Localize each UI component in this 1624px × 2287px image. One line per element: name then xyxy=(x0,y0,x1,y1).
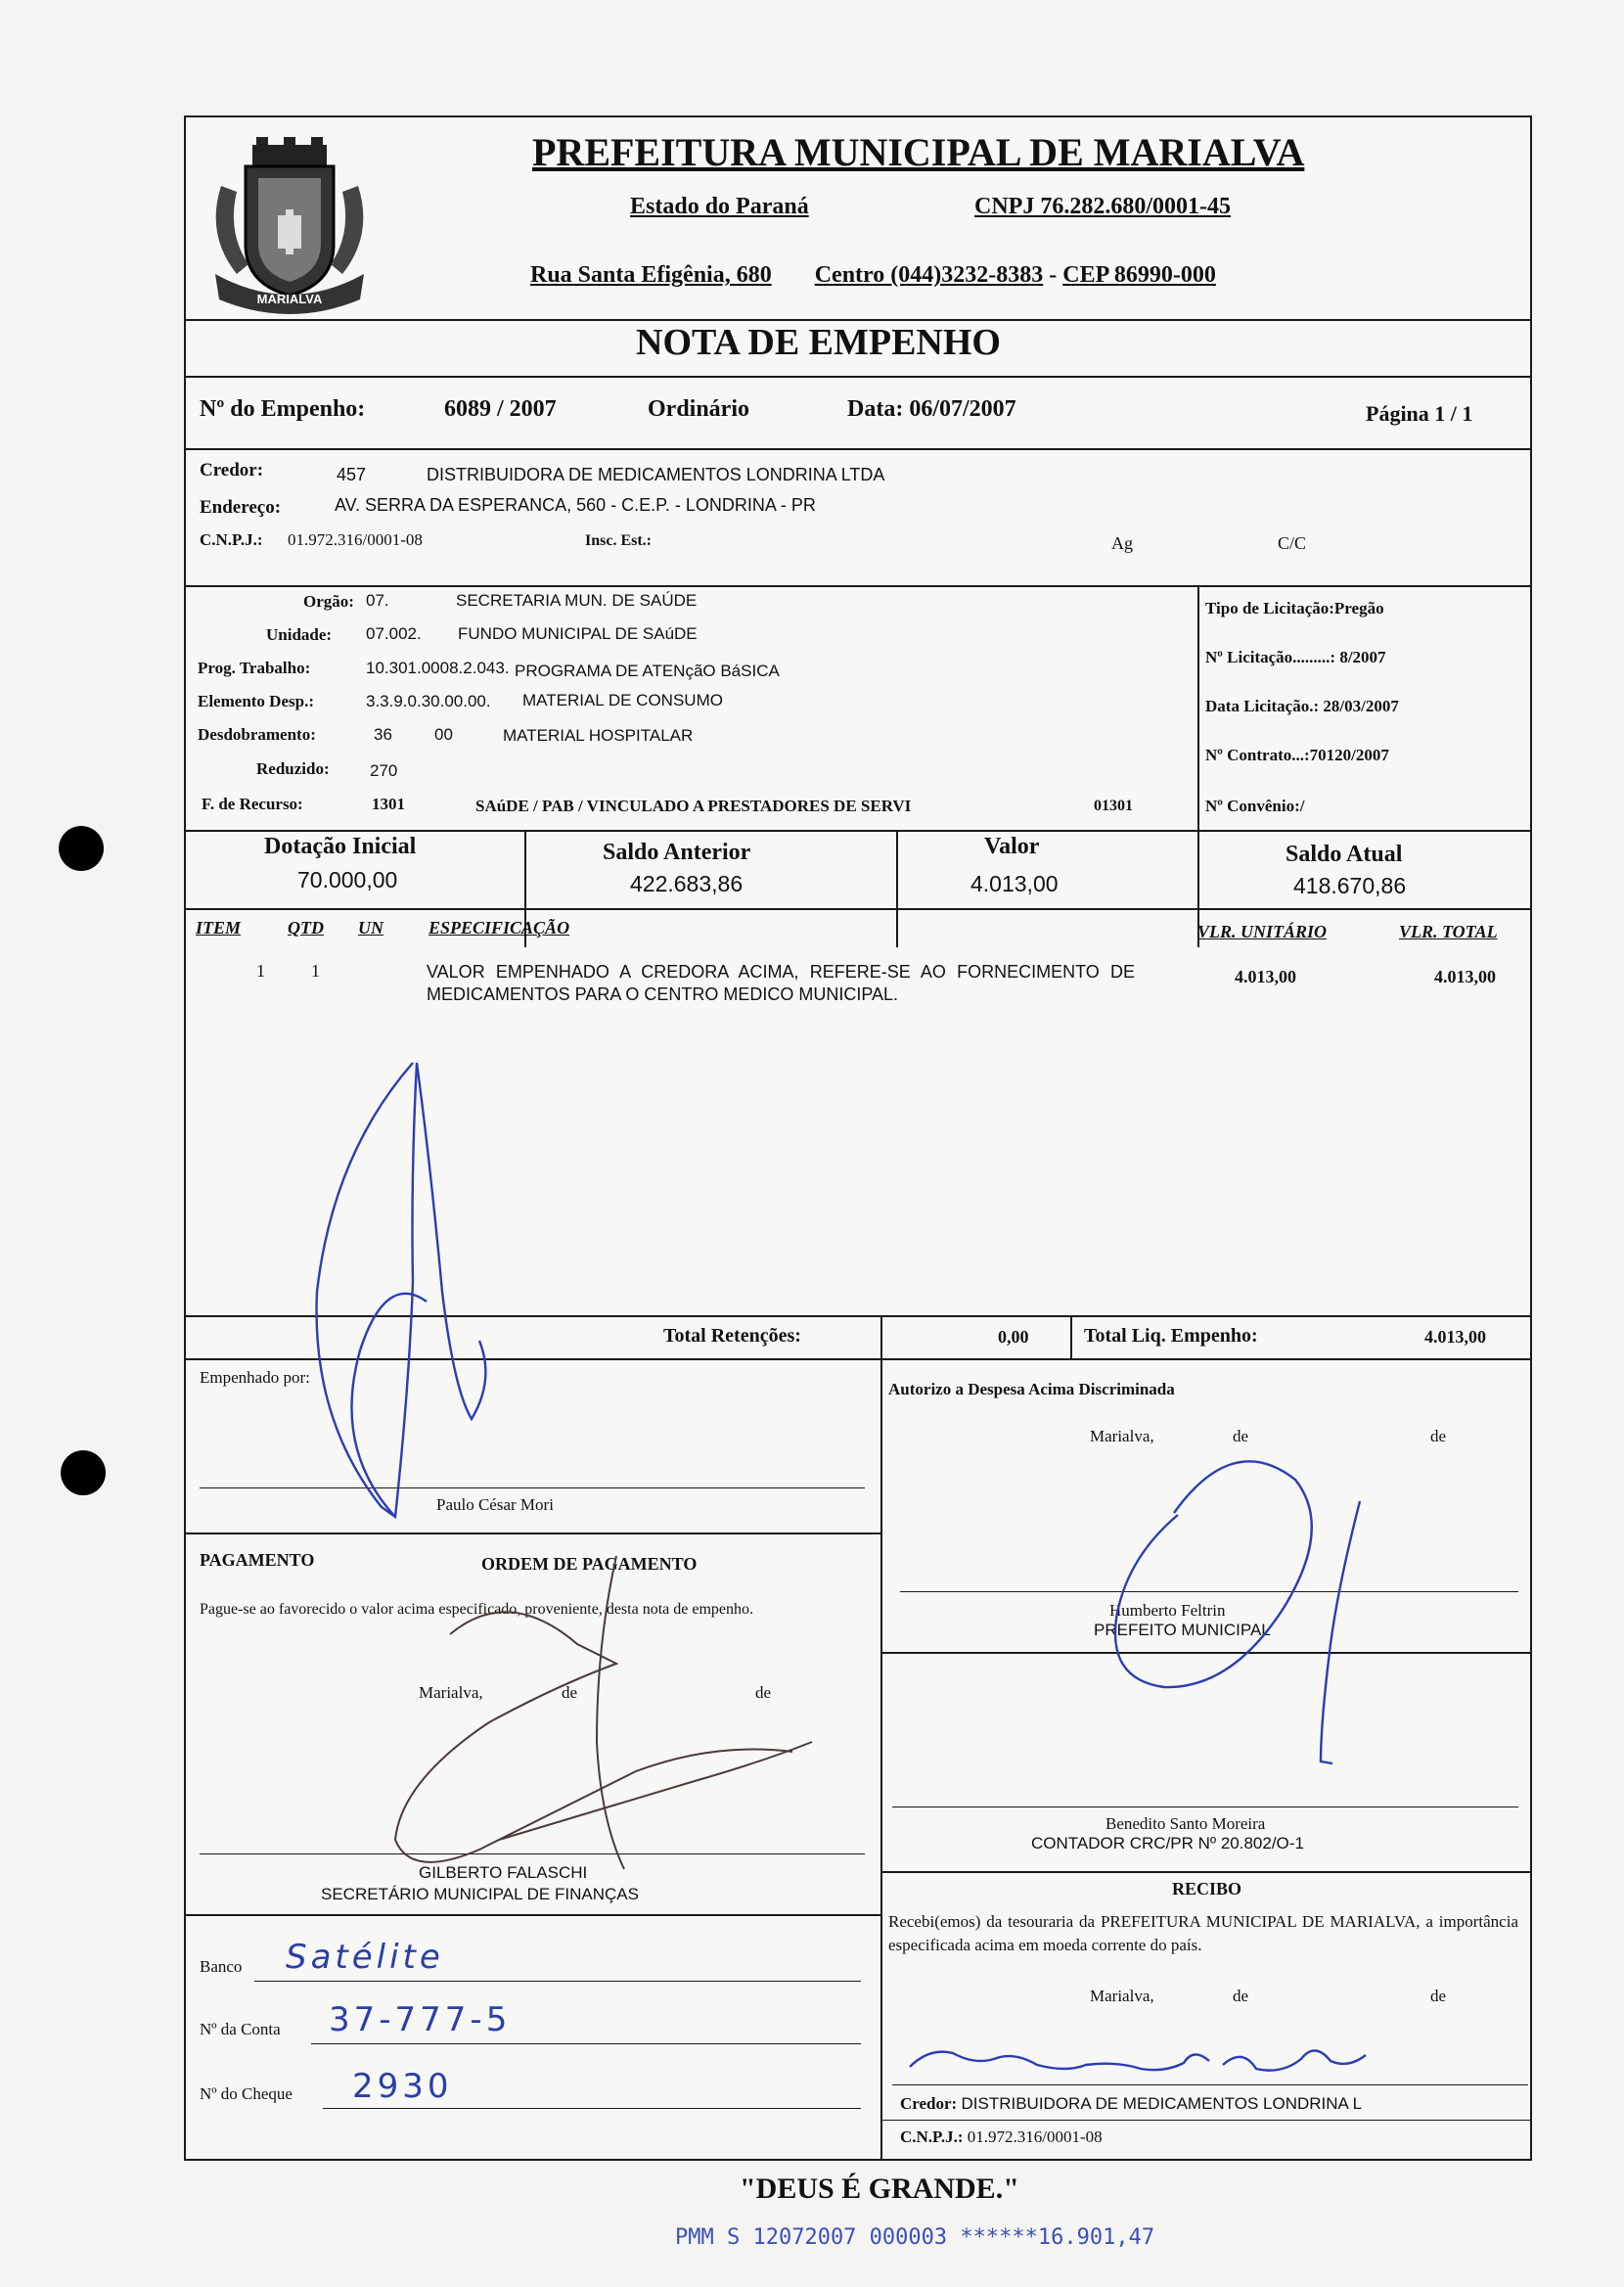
district-phone: Centro (044)3232-8383 xyxy=(814,262,1044,288)
desdobramento-code: 36 xyxy=(374,725,392,744)
prefeito-signature xyxy=(1115,1461,1312,1687)
saldo-atual-value: 418.670,86 xyxy=(1293,873,1407,898)
credor-code: 457 xyxy=(337,465,367,484)
valor-value: 4.013,00 xyxy=(970,871,1059,896)
saldo-anterior-label: Saldo Anterior xyxy=(603,840,751,865)
recibo-de-2: de xyxy=(1430,1987,1447,2005)
conta-value: 37-777-5 xyxy=(329,2000,512,2039)
footer-stamp: PMM S 12072007 000003 ******16.901,47 xyxy=(675,2225,1155,2250)
payment-de-2: de xyxy=(755,1683,772,1702)
empenho-type: Ordinário xyxy=(648,396,750,422)
recibo-de-1: de xyxy=(1233,1987,1249,2005)
recibo-text: Recebi(emos) da tesouraria da PREFEITURA MUNICIPAL DE MARIALVA, a importância especificada acima em moeda corrente do país. xyxy=(888,1912,1518,1954)
punch-hole-top xyxy=(59,826,104,871)
recibo-title: RECIBO xyxy=(1172,1879,1242,1898)
empenhado-signature xyxy=(317,1063,486,1517)
cheque-value: 2930 xyxy=(352,2067,453,2106)
autorizo-text: Autorizo a Despesa Acima Discriminada xyxy=(888,1380,1175,1398)
cep: CEP 86990-000 xyxy=(1062,262,1216,288)
col-un: UN xyxy=(358,918,383,938)
empenho-date: Data: 06/07/2007 xyxy=(847,396,1016,422)
insc-est-label: Insc. Est.: xyxy=(585,532,653,549)
credor-name: DISTRIBUIDORA DE MEDICAMENTOS LONDRINA LTDA xyxy=(427,465,885,484)
total-retencoes-value: 0,00 xyxy=(998,1327,1029,1347)
numero-contrato: Nº Contrato...:70120/2007 xyxy=(1205,746,1389,764)
numero-convenio: Nº Convênio:/ xyxy=(1205,797,1305,815)
footer-motto: "DEUS É GRANDE." xyxy=(740,2173,1019,2205)
page-indicator: Página 1 / 1 xyxy=(1366,401,1473,426)
elemento-name: MATERIAL DE CONSUMO xyxy=(522,691,723,709)
recibo-marialva: Marialva, xyxy=(1090,1987,1154,2005)
ordem-signature-stroke xyxy=(597,1556,624,1869)
contador-title: CONTADOR CRC/PR Nº 20.802/O-1 xyxy=(1031,1834,1304,1852)
coat-of-arms-ribbon: MARIALVA xyxy=(256,292,323,306)
col-item: ITEM xyxy=(196,918,242,938)
total-liquido-label: Total Liq. Empenho: xyxy=(1084,1325,1258,1347)
cc-label: C/C xyxy=(1278,533,1307,553)
recurso-code: 1301 xyxy=(372,795,405,813)
credor-cnpj: 01.972.316/0001-08 xyxy=(288,530,423,549)
col-especificacao: ESPECIFICAÇÃO xyxy=(429,918,570,938)
recibo-signature xyxy=(910,2052,1209,2071)
autorizo-de-2: de xyxy=(1430,1427,1447,1445)
ordem-signature-flourish xyxy=(499,1742,812,1840)
pague-se-text: Pague-se ao favorecido o valor acima especificado, proveniente, desta nota de empenho. xyxy=(200,1601,753,1618)
prog-trabalho-label: Prog. Trabalho: xyxy=(198,659,311,677)
desdobramento-label: Desdobramento: xyxy=(198,725,316,744)
recurso-label: F. de Recurso: xyxy=(202,795,303,813)
prog-trabalho-code: 10.301.0008.2.043. xyxy=(366,659,510,677)
document-title: NOTA DE EMPENHO xyxy=(636,322,1001,363)
tipo-licitacao: Tipo de Licitação:Pregão xyxy=(1205,599,1384,617)
orgao-label: Orgão: xyxy=(303,592,354,611)
col-vlr-total: VLR. TOTAL xyxy=(1399,922,1498,941)
row-qtd: 1 xyxy=(311,961,320,981)
reduzido-label: Reduzido: xyxy=(256,759,330,778)
conta-label: Nº da Conta xyxy=(200,2020,281,2038)
prog-trabalho-name: PROGRAMA DE ATENçãO BáSICA xyxy=(515,662,780,680)
data-licitacao: Data Licitação.: 28/03/2007 xyxy=(1205,697,1399,715)
orgao-code: 07. xyxy=(366,591,389,610)
autorizo-marialva: Marialva, xyxy=(1090,1427,1154,1445)
row-item: 1 xyxy=(256,961,265,981)
secretario-name: GILBERTO FALASCHI xyxy=(419,1863,588,1882)
autorizo-de-1: de xyxy=(1233,1427,1249,1445)
recibo-signature-2 xyxy=(1223,2050,1366,2070)
contador-name: Benedito Santo Moreira xyxy=(1105,1814,1266,1833)
unidade-code: 07.002. xyxy=(366,624,422,643)
row-vlr-unitario: 4.013,00 xyxy=(1235,967,1296,986)
dotacao-inicial-label: Dotação Inicial xyxy=(264,834,417,859)
cnpj-header: CNPJ 76.282.680/0001-45 xyxy=(974,194,1231,219)
payment-de-1: de xyxy=(562,1683,578,1702)
recibo-cnpj-value: 01.972.316/0001-08 xyxy=(967,2127,1103,2146)
saldo-anterior-value: 422.683,86 xyxy=(630,871,744,896)
recurso-number: 01301 xyxy=(1094,798,1133,814)
endereco-label: Endereço: xyxy=(200,497,282,518)
cnpj-label: C.N.P.J.: xyxy=(200,530,263,549)
total-retencoes-label: Total Retenções: xyxy=(663,1325,801,1347)
recibo-cnpj-label: C.N.P.J.: xyxy=(900,2127,964,2146)
credor-label: Credor: xyxy=(200,460,264,480)
empenho-form xyxy=(184,115,1532,2161)
valor-label: Valor xyxy=(984,834,1040,859)
col-qtd: QTD xyxy=(288,918,324,938)
empenhado-signature-loop xyxy=(351,1294,427,1517)
address-separator: - xyxy=(1049,262,1063,288)
banco-value: Satélite xyxy=(286,1938,444,1977)
empenhado-por-name: Paulo César Mori xyxy=(436,1495,554,1514)
payment-marialva: Marialva, xyxy=(419,1683,483,1702)
ag-label: Ag xyxy=(1111,533,1133,553)
desdobramento-name: MATERIAL HOSPITALAR xyxy=(503,726,694,745)
reduzido-code: 270 xyxy=(370,761,398,780)
state-name: Estado do Paraná xyxy=(630,194,809,219)
cheque-label: Nº do Cheque xyxy=(200,2084,293,2103)
credor-address: AV. SERRA DA ESPERANCA, 560 - C.E.P. - LONDRINA - PR xyxy=(335,495,816,515)
orgao-name: SECRETARIA MUN. DE SAÚDE xyxy=(456,591,698,610)
banco-label: Banco xyxy=(200,1957,243,1976)
street-address: Rua Santa Efigênia, 680 xyxy=(530,262,772,288)
saldo-atual-label: Saldo Atual xyxy=(1286,842,1403,867)
elemento-code: 3.3.9.0.30.00.00. xyxy=(366,692,491,710)
empenho-number-label: Nº do Empenho: xyxy=(200,396,366,422)
empenho-number: 6089 / 2007 xyxy=(444,396,557,422)
recibo-credor-name: DISTRIBUIDORA DE MEDICAMENTOS LONDRINA L xyxy=(961,2094,1363,2113)
unidade-name: FUNDO MUNICIPAL DE SAúDE xyxy=(458,624,698,643)
col-vlr-unitario: VLR. UNITÁRIO xyxy=(1197,922,1328,941)
empenhado-por-label: Empenhado por: xyxy=(200,1368,310,1387)
secretario-title: SECRETÁRIO MUNICIPAL DE FINANÇAS xyxy=(321,1885,639,1903)
numero-licitacao: Nº Licitação.........: 8/2007 xyxy=(1205,648,1386,666)
unidade-label: Unidade: xyxy=(266,625,333,644)
row-vlr-total: 4.013,00 xyxy=(1434,967,1496,986)
signature-ink xyxy=(186,117,1534,2163)
desdobramento-sub: 00 xyxy=(434,725,453,744)
dotacao-inicial-value: 70.000,00 xyxy=(297,867,398,892)
total-liquido-value: 4.013,00 xyxy=(1424,1327,1486,1347)
row-especificacao: VALOR EMPENHADO A CREDORA ACIMA, REFERE-SE AO FORNECIMENTO DE MEDICAMENTOS PARA O CENTRO MEDICO MUNICIPAL. xyxy=(427,962,1135,1004)
elemento-label: Elemento Desp.: xyxy=(198,692,314,710)
pagamento-label: PAGAMENTO xyxy=(200,1550,315,1570)
ordem-pagamento-label: ORDEM DE PAGAMENTO xyxy=(481,1554,698,1574)
ordem-signature xyxy=(395,1612,792,1862)
prefeito-name: Humberto Feltrin xyxy=(1109,1601,1226,1620)
recurso-name: SAúDE / PAB / VINCULADO A PRESTADORES DE SERVI xyxy=(475,797,912,815)
punch-hole-bottom xyxy=(61,1450,106,1495)
recibo-credor-label: Credor: xyxy=(900,2094,958,2113)
prefeito-signature-stroke xyxy=(1321,1501,1360,1763)
municipality-title: PREFEITURA MUNICIPAL DE MARIALVA xyxy=(532,130,1305,174)
prefeito-title: PREFEITO MUNICIPAL xyxy=(1094,1621,1271,1639)
